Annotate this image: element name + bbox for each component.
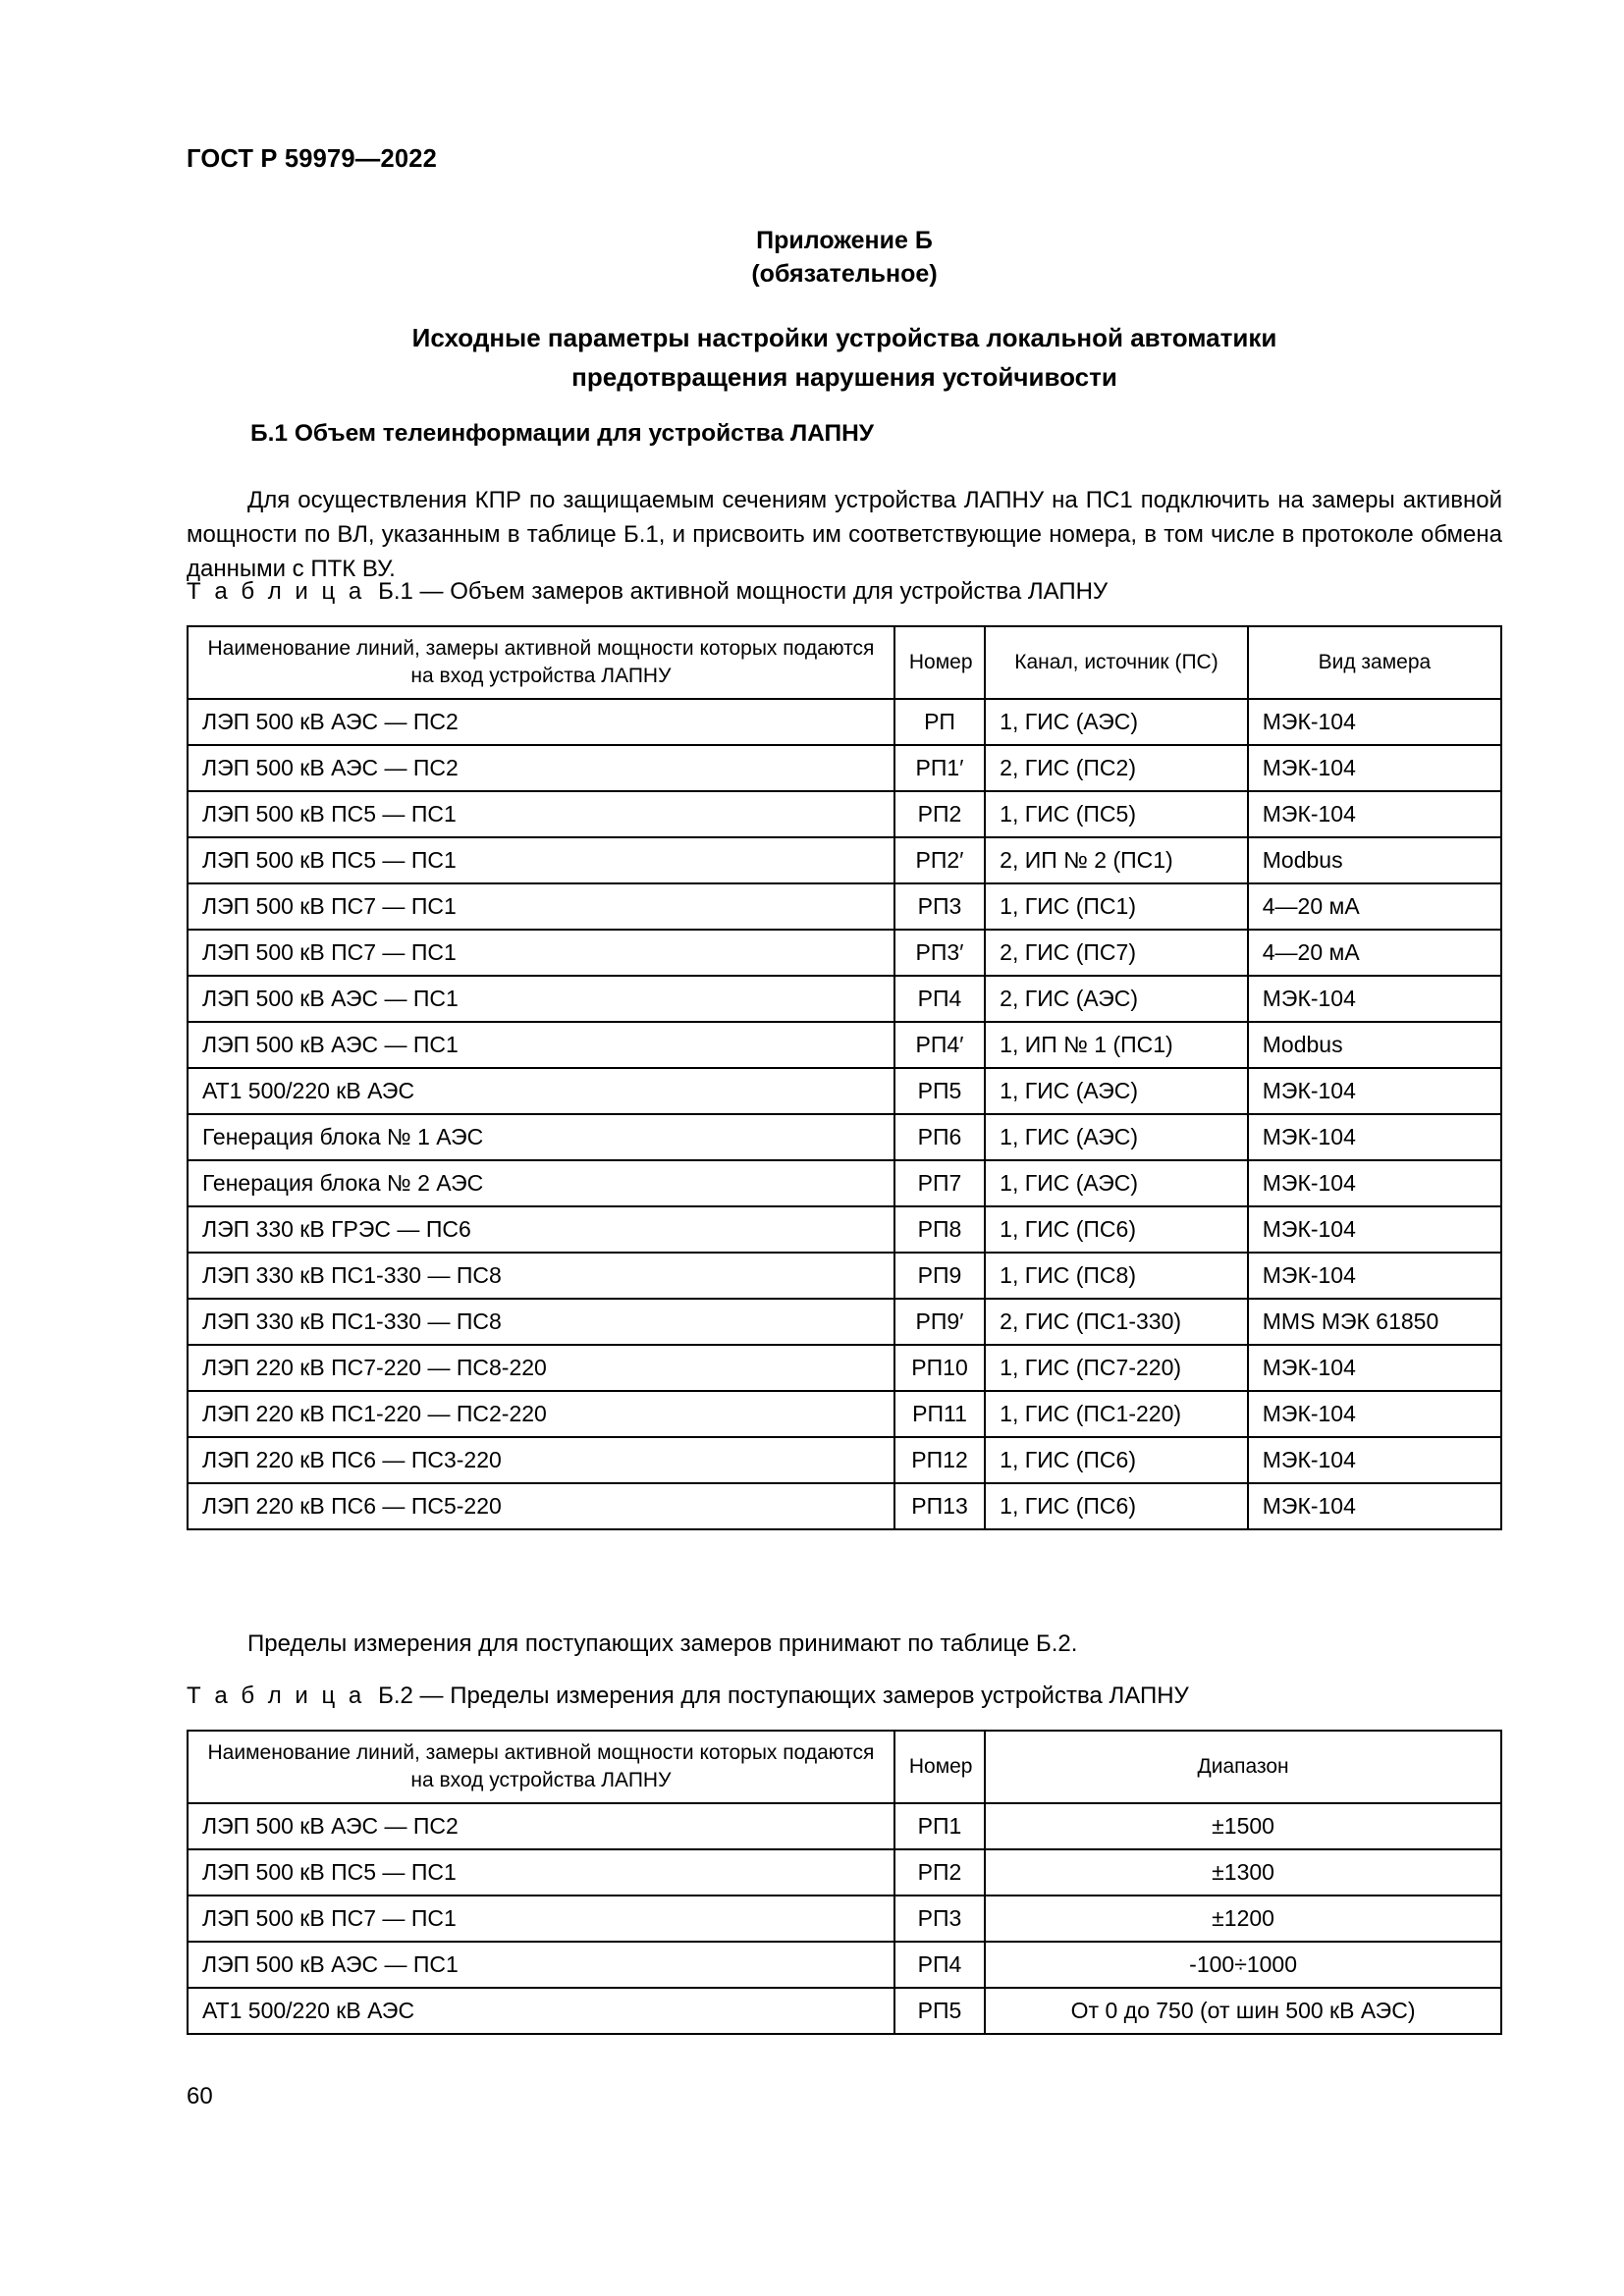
table-measurement-limits <box>187 1730 1502 2035</box>
table-1-caption-prefix: Т а б л и ц а <box>187 578 365 605</box>
cell-number: РП3 <box>894 1896 985 1942</box>
table-row <box>188 791 1501 837</box>
table-row <box>188 1942 1501 1988</box>
cell-source: 1, ГИС (ПС6) <box>985 1437 1248 1483</box>
cell-name: ЛЭП 500 кВ ПС5 — ПС1 <box>188 791 894 837</box>
table-row <box>188 1803 1501 1849</box>
cell-source: 2, ГИС (ПС2) <box>985 745 1248 791</box>
table-2-caption <box>187 1682 1502 1710</box>
annex-title <box>187 318 1502 397</box>
table-row <box>188 1988 1501 2034</box>
table-row <box>188 837 1501 883</box>
cell-name: ЛЭП 500 кВ АЭС — ПС1 <box>188 1022 894 1068</box>
cell-name: ЛЭП 500 кВ ПС5 — ПС1 <box>188 837 894 883</box>
cell-source: 2, ГИС (ПС1-330) <box>985 1299 1248 1345</box>
cell-number: РП10 <box>894 1345 985 1391</box>
cell-source: 1, ГИС (ПС8) <box>985 1253 1248 1299</box>
cell-number: РП2 <box>894 791 985 837</box>
table-row <box>188 1483 1501 1529</box>
cell-number: РП8 <box>894 1206 985 1253</box>
cell-type: 4—20 мА <box>1248 883 1501 930</box>
table-row <box>188 883 1501 930</box>
table-row <box>188 745 1501 791</box>
cell-number: РП1 <box>894 1803 985 1849</box>
table-2-body <box>188 1803 1501 2034</box>
cell-type: МЭК-104 <box>1248 1206 1501 1253</box>
cell-number: РП9 <box>894 1253 985 1299</box>
table-1-body <box>188 699 1501 1529</box>
table-1-caption <box>187 578 1502 606</box>
page-number: 60 <box>187 2083 213 2109</box>
cell-number: РП5 <box>894 1068 985 1114</box>
paragraph-1-text: Для осуществления КПР по защищаемым сечениям устройства ЛАПНУ на ПС1 подключить на замеры активной мощности по ВЛ, указанным в таблице Б.1, и присвоить им соответствующие номера, в том числе в протоколе обмена данными с ПТК ВУ. <box>187 487 1502 582</box>
cell-number: РП3 <box>894 883 985 930</box>
cell-source: 2, ГИС (АЭС) <box>985 976 1248 1022</box>
cell-source: 1, ГИС (ПС6) <box>985 1206 1248 1253</box>
table-row <box>188 1299 1501 1345</box>
cell-source: 1, ГИС (АЭС) <box>985 1114 1248 1160</box>
cell-number: РП2′ <box>894 837 985 883</box>
cell-name: ЛЭП 500 кВ ПС7 — ПС1 <box>188 930 894 976</box>
cell-number: РП4 <box>894 1942 985 1988</box>
table-1-header-source: Канал, источник (ПС) <box>985 626 1248 699</box>
cell-name: ЛЭП 330 кВ ПС1-330 — ПС8 <box>188 1299 894 1345</box>
table-1-header-name-line-1: Наименование линий, замеры активной мощности которых подаются <box>207 637 875 660</box>
table-row <box>188 1068 1501 1114</box>
cell-number: РП13 <box>894 1483 985 1529</box>
annex-title-line-2: предотвращения нарушения устойчивости <box>571 362 1117 392</box>
cell-name: ЛЭП 330 кВ ГРЭС — ПС6 <box>188 1206 894 1253</box>
cell-number: РП6 <box>894 1114 985 1160</box>
table-1-header-name <box>188 626 894 699</box>
cell-name: Генерация блока № 1 АЭС <box>188 1114 894 1160</box>
cell-type: MMS МЭК 61850 <box>1248 1299 1501 1345</box>
table-row <box>188 699 1501 745</box>
table-row <box>188 930 1501 976</box>
cell-name: АТ1 500/220 кВ АЭС <box>188 1068 894 1114</box>
cell-number: РП4 <box>894 976 985 1022</box>
cell-name: ЛЭП 500 кВ АЭС — ПС2 <box>188 745 894 791</box>
table-row <box>188 1849 1501 1896</box>
annex-status: (обязательное) <box>751 260 938 288</box>
table-row <box>188 1114 1501 1160</box>
table-row <box>188 1437 1501 1483</box>
cell-type: МЭК-104 <box>1248 1345 1501 1391</box>
table-1-header-name-line-2: на вход устройства ЛАПНУ <box>410 665 672 687</box>
cell-name: ЛЭП 220 кВ ПС7-220 — ПС8-220 <box>188 1345 894 1391</box>
cell-name: Генерация блока № 2 АЭС <box>188 1160 894 1206</box>
cell-name: ЛЭП 330 кВ ПС1-330 — ПС8 <box>188 1253 894 1299</box>
cell-name: ЛЭП 220 кВ ПС1-220 — ПС2-220 <box>188 1391 894 1437</box>
cell-source: 1, ГИС (ПС1) <box>985 883 1248 930</box>
table-2-caption-text: Б.2 — Пределы измерения для поступающих замеров устройства ЛАПНУ <box>378 1682 1189 1709</box>
cell-source: 1, ГИС (АЭС) <box>985 699 1248 745</box>
cell-type: МЭК-104 <box>1248 791 1501 837</box>
cell-number: РП5 <box>894 1988 985 2034</box>
table-2-header-range: Диапазон <box>985 1731 1501 1803</box>
cell-type: Modbus <box>1248 1022 1501 1068</box>
table-row <box>188 1160 1501 1206</box>
cell-source: 1, ГИС (ПС7-220) <box>985 1345 1248 1391</box>
table-row <box>188 1391 1501 1437</box>
cell-type: МЭК-104 <box>1248 1437 1501 1483</box>
cell-range: ±1500 <box>985 1803 1501 1849</box>
table-row <box>188 976 1501 1022</box>
cell-name: ЛЭП 220 кВ ПС6 — ПС5-220 <box>188 1483 894 1529</box>
annex-header <box>187 224 1502 291</box>
cell-type: МЭК-104 <box>1248 976 1501 1022</box>
cell-name: ЛЭП 500 кВ АЭС — ПС2 <box>188 1803 894 1849</box>
cell-number: РП1′ <box>894 745 985 791</box>
cell-source: 1, ГИС (АЭС) <box>985 1160 1248 1206</box>
cell-type: МЭК-104 <box>1248 1160 1501 1206</box>
cell-type: МЭК-104 <box>1248 1253 1501 1299</box>
running-head: ГОСТ Р 59979—2022 <box>187 145 438 173</box>
cell-number: РП4′ <box>894 1022 985 1068</box>
cell-type: МЭК-104 <box>1248 1068 1501 1114</box>
table-measurement-scope <box>187 625 1502 1530</box>
cell-name: ЛЭП 500 кВ ПС7 — ПС1 <box>188 883 894 930</box>
cell-type: МЭК-104 <box>1248 1114 1501 1160</box>
cell-source: 1, ГИС (ПС1-220) <box>985 1391 1248 1437</box>
cell-number: РП12 <box>894 1437 985 1483</box>
cell-source: 1, ГИС (ПС6) <box>985 1483 1248 1529</box>
annex-title-line-1: Исходные параметры настройки устройства локальной автоматики <box>411 323 1277 352</box>
cell-number: РП7 <box>894 1160 985 1206</box>
cell-number: РП3′ <box>894 930 985 976</box>
cell-number: РП9′ <box>894 1299 985 1345</box>
cell-source: 1, ГИС (АЭС) <box>985 1068 1248 1114</box>
cell-source: 1, ИП № 1 (ПС1) <box>985 1022 1248 1068</box>
section-paragraph-1 <box>187 483 1502 586</box>
table-row <box>188 1345 1501 1391</box>
annex-label: Приложение Б <box>756 227 933 254</box>
cell-range: -100÷1000 <box>985 1942 1501 1988</box>
table-2-header-name <box>188 1731 894 1803</box>
section-paragraph-2 <box>187 1627 1502 1661</box>
cell-name: ЛЭП 500 кВ ПС7 — ПС1 <box>188 1896 894 1942</box>
cell-type: 4—20 мА <box>1248 930 1501 976</box>
cell-source: 2, ГИС (ПС7) <box>985 930 1248 976</box>
table-2-header-name-line-1: Наименование линий, замеры активной мощности которых подаются <box>207 1741 875 1764</box>
table-2-header-row <box>188 1731 1501 1803</box>
cell-number: РП <box>894 699 985 745</box>
cell-range: ±1300 <box>985 1849 1501 1896</box>
cell-range: ±1200 <box>985 1896 1501 1942</box>
cell-type: МЭК-104 <box>1248 1391 1501 1437</box>
table-1-header-type: Вид замера <box>1248 626 1501 699</box>
cell-type: МЭК-104 <box>1248 699 1501 745</box>
cell-name: АТ1 500/220 кВ АЭС <box>188 1988 894 2034</box>
cell-number: РП11 <box>894 1391 985 1437</box>
cell-type: МЭК-104 <box>1248 1483 1501 1529</box>
cell-number: РП2 <box>894 1849 985 1896</box>
section-heading: Б.1 Объем телеинформации для устройства ЛАПНУ <box>250 420 875 447</box>
table-2-caption-prefix: Т а б л и ц а <box>187 1682 365 1709</box>
cell-source: 2, ИП № 2 (ПС1) <box>985 837 1248 883</box>
paragraph-2-text: Пределы измерения для поступающих замеров принимают по таблице Б.2. <box>247 1630 1078 1657</box>
table-row <box>188 1206 1501 1253</box>
table-row <box>188 1253 1501 1299</box>
cell-name: ЛЭП 500 кВ АЭС — ПС1 <box>188 1942 894 1988</box>
cell-source: 1, ГИС (ПС5) <box>985 791 1248 837</box>
table-row <box>188 1896 1501 1942</box>
cell-name: ЛЭП 500 кВ АЭС — ПС1 <box>188 976 894 1022</box>
table-1-header-number: Номер <box>894 626 985 699</box>
cell-name: ЛЭП 500 кВ ПС5 — ПС1 <box>188 1849 894 1896</box>
table-1-header-row <box>188 626 1501 699</box>
cell-range: От 0 до 750 (от шин 500 кВ АЭС) <box>985 1988 1501 2034</box>
cell-type: МЭК-104 <box>1248 745 1501 791</box>
table-row <box>188 1022 1501 1068</box>
table-1-caption-text: Б.1 — Объем замеров активной мощности для устройства ЛАПНУ <box>378 578 1109 605</box>
table-2-header-number: Номер <box>894 1731 985 1803</box>
table-2-header-name-line-2: на вход устройства ЛАПНУ <box>410 1769 672 1791</box>
cell-type: Modbus <box>1248 837 1501 883</box>
cell-name: ЛЭП 500 кВ АЭС — ПС2 <box>188 699 894 745</box>
cell-name: ЛЭП 220 кВ ПС6 — ПС3-220 <box>188 1437 894 1483</box>
